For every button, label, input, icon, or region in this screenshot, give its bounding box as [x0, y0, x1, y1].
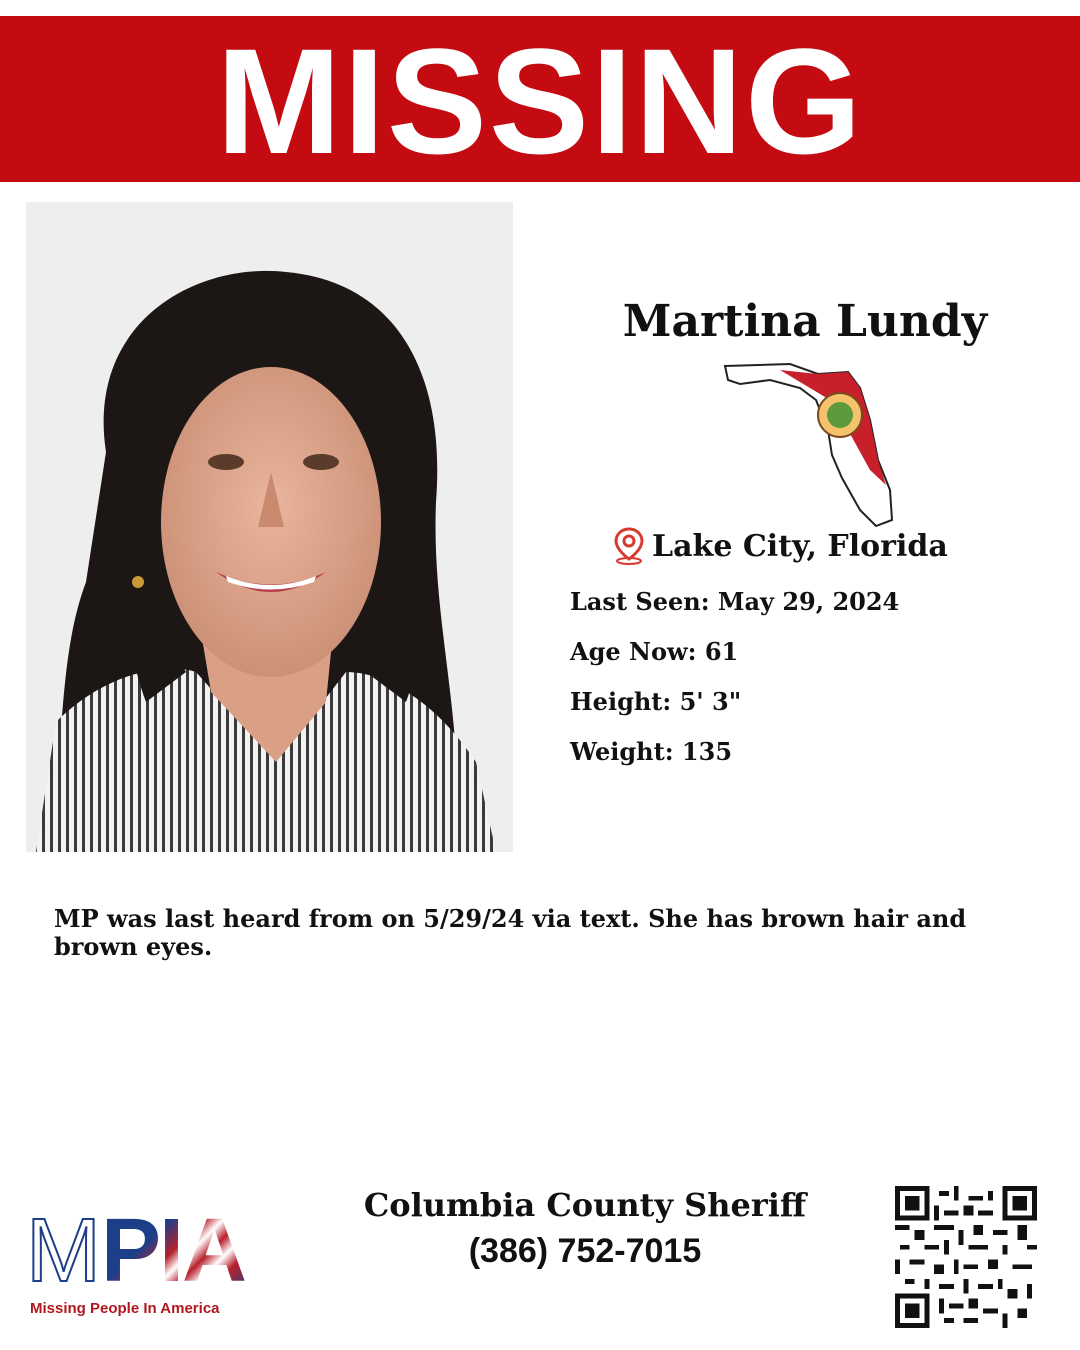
- mpia-logo: [26, 1201, 276, 1326]
- missing-banner: [0, 16, 1080, 185]
- qr-code-icon[interactable]: [895, 1186, 1037, 1328]
- florida-state-map-icon: [720, 360, 900, 530]
- contact-info: [320, 1186, 850, 1271]
- map-pin-icon: [612, 527, 646, 565]
- contact-agency: Columbia County Sheriff: [363, 1186, 807, 1224]
- banner-title: MISSING: [216, 17, 864, 185]
- detail-weight: Weight: 135: [570, 737, 733, 766]
- detail-last-seen: Last Seen: May 29, 2024: [570, 587, 900, 616]
- logo-letters-pia: PIA: [100, 1201, 246, 1301]
- logo-letters: [26, 1201, 276, 1301]
- contact-phone[interactable]: (386) 752-7015: [468, 1232, 702, 1270]
- logo-letter-m: M: [26, 1201, 101, 1301]
- case-description: MP was last heard from on 5/29/24 via text. She has brown hair and brown eyes.: [54, 904, 967, 961]
- person-photo: [26, 202, 513, 852]
- detail-age: Age Now: 61: [570, 637, 739, 666]
- detail-height: Height: 5' 3": [570, 687, 742, 716]
- person-name: Martina Lundy: [622, 296, 988, 347]
- logo-tagline: Missing People In America: [30, 1300, 220, 1317]
- location-text: Lake City, Florida: [652, 528, 948, 564]
- last-seen-location: [612, 527, 1032, 565]
- person-details: [570, 586, 899, 786]
